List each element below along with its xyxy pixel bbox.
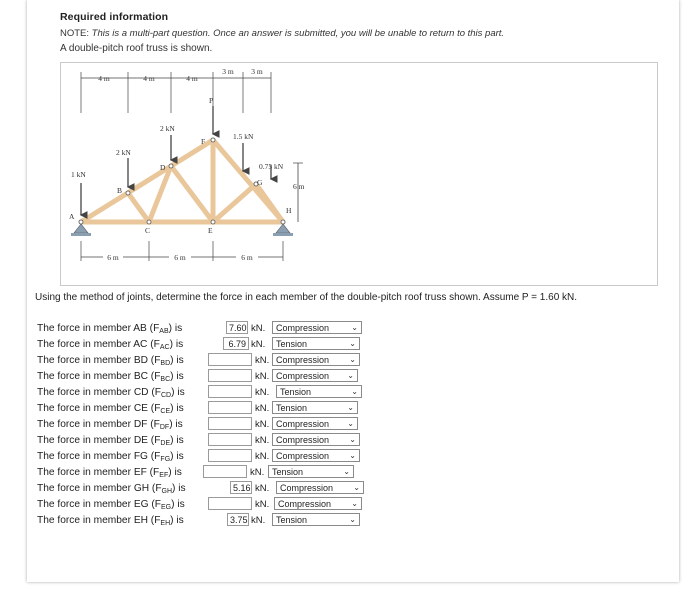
type-bd: Compression (276, 355, 330, 365)
type-select-eh[interactable] (272, 513, 360, 526)
type-select-fg[interactable] (272, 449, 360, 462)
unit-bc: kN. (255, 371, 270, 382)
node-label-a: A (69, 212, 75, 221)
answer-row-bc (37, 369, 377, 385)
unit-ab: kN. (251, 323, 266, 334)
required-information-title: Required information (60, 11, 169, 23)
chevron-down-icon: ⌄ (347, 371, 354, 380)
type-bc: Compression (276, 371, 330, 381)
load-label-g: 0.75 kN (259, 162, 284, 171)
type-select-gh[interactable] (276, 481, 364, 494)
top-dim-5: 3 m (251, 67, 263, 76)
type-ab: Compression (276, 323, 330, 333)
problem-description: A double-pitch roof truss is shown. (60, 43, 213, 54)
unit-ce: kN. (255, 403, 270, 414)
member-bc (128, 193, 149, 222)
answer-row-ac (37, 337, 377, 353)
joint-f (211, 138, 215, 142)
type-select-ac[interactable] (272, 337, 360, 350)
unit-bd: kN. (255, 355, 270, 366)
node-label-c: C (145, 226, 151, 235)
joint-b (126, 191, 130, 195)
top-dim-3: 4 m (186, 74, 198, 83)
unit-df: kN. (255, 419, 270, 430)
type-select-eg[interactable] (274, 497, 362, 510)
bottom-dim-3: 6 m (241, 253, 253, 262)
answer-input-bd[interactable] (208, 353, 252, 366)
label-bd: The force in member BD $(F_{BD})$ is (37, 355, 184, 367)
member-de (171, 166, 213, 222)
label-cd: The force in member CD $(F_{CD})$ is (37, 387, 185, 399)
member-gh (256, 184, 283, 222)
type-df: Compression (276, 419, 330, 429)
chevron-down-icon: ⌄ (349, 339, 356, 348)
height-dim-label: 6 m (293, 182, 305, 191)
chevron-down-icon: ⌄ (351, 499, 358, 508)
label-ab: The force in member AB $(F_{AB})$ is (37, 323, 183, 335)
unit-cd: kN. (255, 387, 270, 398)
answer-row-eh (37, 513, 377, 529)
answer-input-gh[interactable]: 5.16 (230, 481, 252, 494)
type-eg: Compression (278, 499, 332, 509)
label-bc: The force in member BC $(F_{BC})$ is (37, 371, 184, 383)
unit-de: kN. (255, 435, 270, 446)
chevron-down-icon: ⌄ (347, 419, 354, 428)
unit-fg: kN. (255, 451, 270, 462)
unit-eh: kN. (251, 515, 266, 526)
top-dim-2: 4 m (143, 74, 155, 83)
label-eh: The force in member EH $(F_{EH})$ is (37, 515, 184, 527)
bottom-dim-1: 6 m (107, 253, 119, 262)
truss-members (81, 140, 283, 222)
chevron-down-icon: ⌄ (347, 403, 354, 412)
support-a (71, 224, 91, 236)
top-chord-left (81, 140, 213, 222)
answer-input-ab[interactable]: 7.60 (226, 321, 248, 334)
chevron-down-icon: ⌄ (349, 355, 356, 364)
top-dim-4: 3 m (222, 67, 234, 76)
type-select-de[interactable] (272, 433, 360, 446)
answer-input-df[interactable] (208, 417, 252, 430)
type-eh: Tension (276, 515, 308, 525)
type-fg: Compression (276, 451, 330, 461)
truss-diagram (61, 63, 657, 285)
type-ef: Tension (272, 467, 304, 477)
answer-input-cd[interactable] (208, 385, 252, 398)
question-text: Using the method of joints, determine the force in each member of the double-pitch roof truss shown. Assume P = 1.60 kN. (35, 292, 578, 303)
unit-ef: kN. (250, 467, 265, 478)
note-text (60, 28, 504, 39)
note-label: NOTE: (60, 28, 90, 39)
answer-input-ef[interactable] (203, 465, 247, 478)
unit-ac: kN. (251, 339, 266, 350)
node-label-g: G (257, 178, 263, 187)
answer-row-cd (37, 385, 377, 401)
type-select-ab[interactable] (272, 321, 362, 334)
answer-row-ab (37, 321, 377, 337)
answer-input-ac[interactable]: 6.79 (223, 337, 249, 350)
label-ce: The force in member CE $(F_{CE})$ is (37, 403, 184, 415)
answer-row-df (37, 417, 377, 433)
joint-d (169, 164, 173, 168)
node-label-b: B (117, 186, 123, 195)
top-dim-1: 4 m (98, 74, 110, 83)
joint-h (281, 220, 285, 224)
label-fg: The force in member FG $(F_{FG})$ is (37, 451, 184, 463)
label-eg: The force in member EG $(F_{EG})$ is (37, 499, 185, 511)
type-select-ce[interactable] (272, 401, 358, 414)
load-label-f: 1.5 kN (233, 132, 254, 141)
node-label-f: F (201, 137, 206, 146)
type-gh: Compression (280, 483, 334, 493)
answer-row-fg (37, 449, 377, 465)
answer-input-eh[interactable]: 3.75 (227, 513, 249, 526)
chevron-down-icon: ⌄ (353, 483, 360, 492)
answer-row-gh (37, 481, 377, 497)
load-label-b: 2 kN (116, 148, 131, 157)
answer-row-ef (37, 465, 377, 481)
joint-c (147, 220, 151, 224)
load-label-d: 2 kN (160, 124, 175, 133)
type-cd: Tension (280, 387, 312, 397)
answer-input-fg[interactable] (208, 449, 252, 462)
chevron-down-icon: ⌄ (349, 515, 356, 524)
unit-eg: kN. (255, 499, 270, 510)
type-ac: Tension (276, 339, 308, 349)
label-ac: The force in member AC $(F_{AC})$ is (37, 339, 184, 351)
label-df: The force in member DF $(F_{DF})$ is (37, 419, 183, 431)
note-body: This is a multi-part question. Once an answer is submitted, you will be unable to return to this part. (91, 28, 505, 39)
label-gh: The force in member GH $(F_{GH})$ is (37, 483, 186, 495)
answer-row-ce (37, 401, 377, 417)
member-eg (213, 184, 256, 222)
type-select-df[interactable] (272, 417, 358, 430)
unit-gh: kN. (255, 483, 270, 494)
joint-a (79, 220, 83, 224)
type-select-cd[interactable] (276, 385, 362, 398)
joint-e (211, 220, 215, 224)
type-select-bd[interactable] (272, 353, 360, 366)
answer-input-de[interactable] (208, 433, 252, 446)
chevron-down-icon: ⌄ (351, 387, 358, 396)
bottom-dim-2: 6 m (174, 253, 186, 262)
chevron-down-icon: ⌄ (351, 323, 358, 332)
answer-row-de (37, 433, 377, 449)
chevron-down-icon: ⌄ (349, 435, 356, 444)
answer-row-eg (37, 497, 377, 513)
type-select-bc[interactable] (272, 369, 358, 382)
truss-figure (60, 62, 658, 286)
answer-input-ce[interactable] (208, 401, 252, 414)
node-label-e: E (208, 226, 213, 235)
type-de: Compression (276, 435, 330, 445)
chevron-down-icon: ⌄ (349, 451, 356, 460)
label-de: The force in member DE $(F_{DE})$ is (37, 435, 184, 447)
answer-input-bc[interactable] (208, 369, 252, 382)
node-label-h: H (286, 206, 292, 215)
load-label-p: P (209, 96, 214, 105)
support-h (273, 224, 293, 236)
load-label-a: 1 kN (71, 170, 86, 179)
type-select-ef[interactable] (268, 465, 354, 478)
answer-row-bd (37, 353, 377, 369)
type-ce: Tension (276, 403, 308, 413)
chevron-down-icon: ⌄ (343, 467, 350, 476)
answer-input-eg[interactable] (208, 497, 252, 510)
node-label-d: D (160, 163, 166, 172)
label-ef: The force in member EF $(F_{EF})$ is (37, 467, 182, 479)
